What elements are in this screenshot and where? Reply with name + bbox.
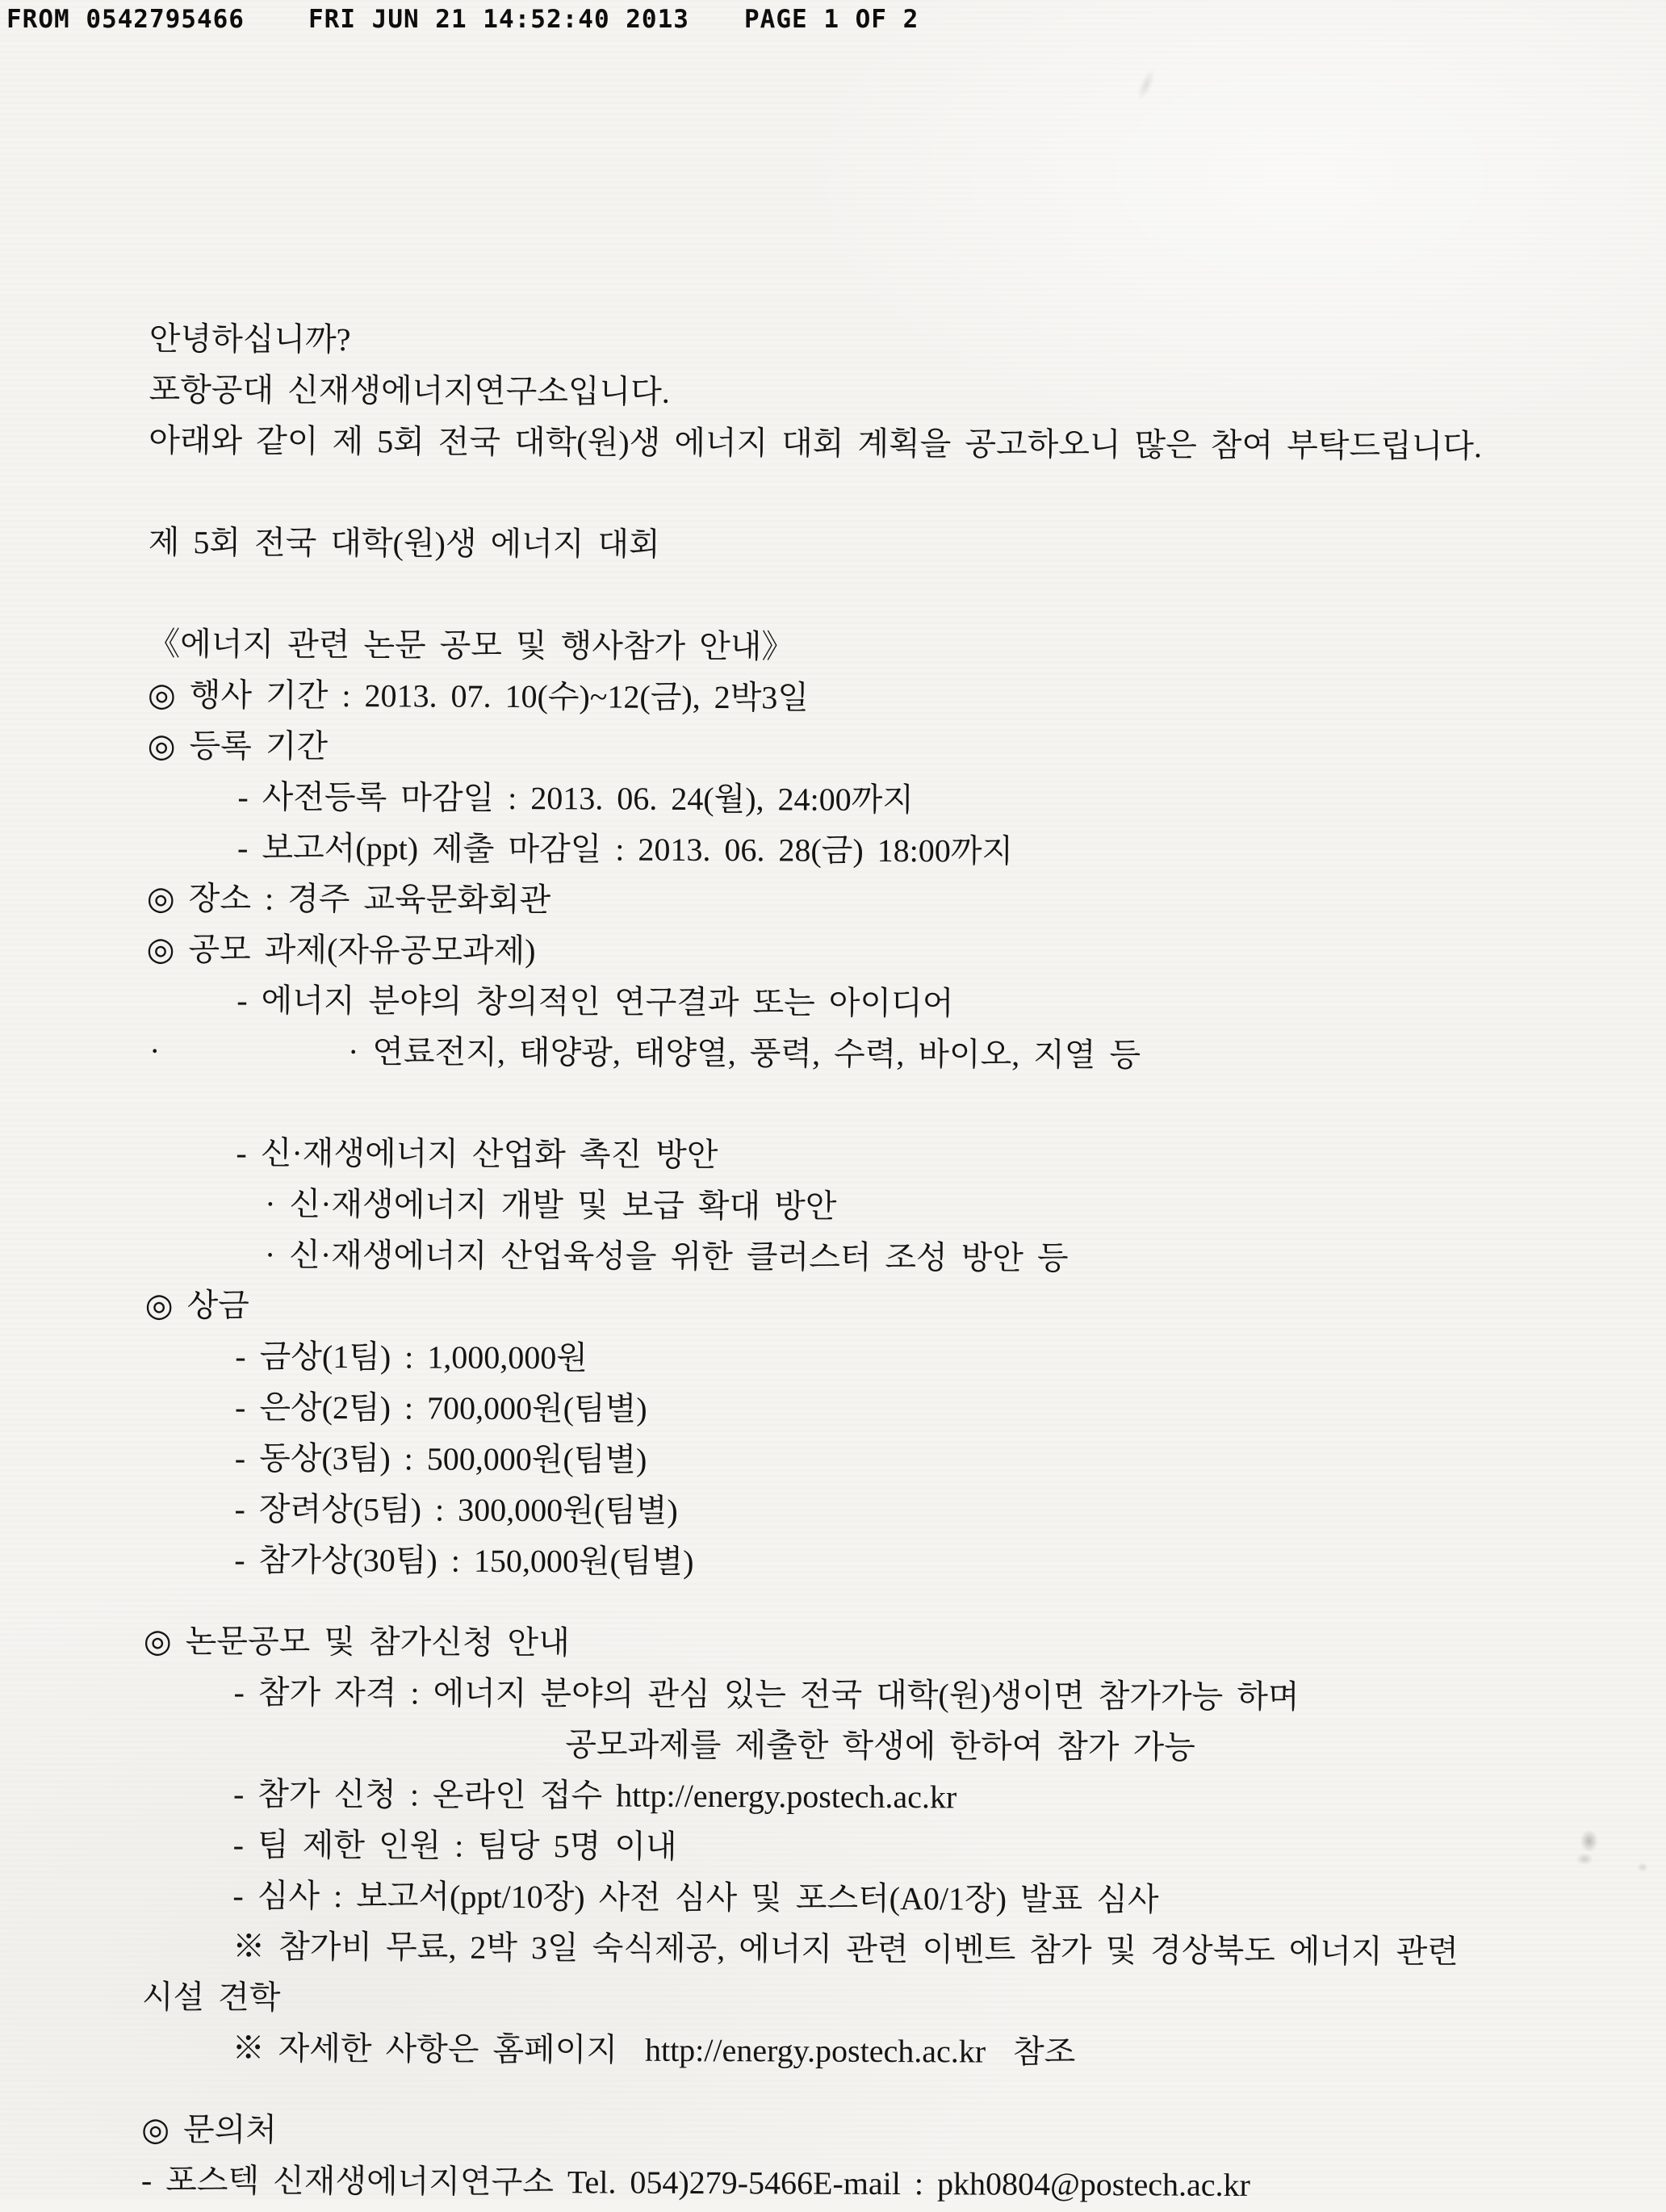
doc-line-text: · 신·재생에너지 개발 및 보급 확대 방안 bbox=[265, 1185, 837, 1225]
doc-line bbox=[142, 1921, 1641, 1978]
fax-header bbox=[0, 5, 1666, 40]
doc-line bbox=[144, 1381, 1643, 1439]
doc-line bbox=[145, 1127, 1644, 1184]
doc-line-text: - 참가 자격 : 에너지 분야의 관심 있는 전국 대학(원)생이면 참가가능 하며 bbox=[233, 1674, 1300, 1716]
doc-line bbox=[148, 618, 1647, 676]
doc-line bbox=[145, 1280, 1644, 1337]
doc-line bbox=[146, 1025, 1645, 1083]
doc-line-text: · 연료전지, 태양광, 태양열, 풍력, 수력, 바이오, 지열 등 bbox=[347, 1033, 1141, 1074]
fax-datetime: FRI JUN 21 14:52:40 2013 bbox=[308, 5, 689, 34]
doc-line bbox=[147, 771, 1646, 828]
doc-line bbox=[146, 974, 1645, 1032]
doc-line bbox=[147, 873, 1646, 930]
doc-line bbox=[141, 2155, 1640, 2212]
doc-line-text: 아래와 같이 제 5회 전국 대학(원)생 에너지 대회 계획을 공고하오니 많은 참여 부탁드립니다. bbox=[149, 421, 1483, 465]
doc-line bbox=[149, 415, 1647, 472]
doc-line-text: 제 5회 전국 대학(원)생 에너지 대회 bbox=[148, 523, 660, 563]
doc-line-text: - 은상(2팀) : 700,000원(팀별) bbox=[234, 1389, 647, 1427]
doc-line-text: ◎ 등록 기간 bbox=[147, 727, 329, 765]
doc-line-text: - 보고서(ppt) 제출 마감일 : 2013. 06. 28(금) 18:00까지 bbox=[237, 829, 1014, 869]
doc-line-text: ◎ 상금 bbox=[144, 1286, 249, 1324]
doc-line-text: - 장려상(5팀) : 300,000원(팀별) bbox=[234, 1490, 678, 1529]
doc-line-text: 포항공대 신재생에너지연구소입니다. bbox=[149, 371, 670, 410]
scan-streak-artifact bbox=[1112, 49, 1180, 121]
doc-line-text: 시설 견학 bbox=[141, 1978, 281, 2016]
doc-line-text: 안녕하십니까? bbox=[149, 320, 351, 358]
doc-line bbox=[145, 1178, 1644, 1235]
doc-line-text: - 심사 : 보고서(ppt/10장) 사전 심사 및 포스터(A0/1장) 발표 심사 bbox=[232, 1877, 1159, 1918]
doc-line-text: - 에너지 분야의 창의적인 연구결과 또는 아이디어 bbox=[237, 982, 954, 1022]
doc-line-text: - 금상(1팀) : 1,000,000원 bbox=[235, 1338, 588, 1376]
doc-line-text: 공모과제를 제출한 학생에 한하여 참가 가능 bbox=[565, 1726, 1195, 1766]
fax-page-count: PAGE 1 OF 2 bbox=[744, 5, 919, 34]
doc-line bbox=[141, 2104, 1640, 2161]
doc-line bbox=[143, 1768, 1642, 1825]
doc-line-text: ◎ 문의처 bbox=[141, 2110, 278, 2148]
doc-line bbox=[144, 1432, 1643, 1489]
doc-line-text: - 사전등록 마감일 : 2013. 06. 24(월), 24:00까지 bbox=[237, 778, 915, 819]
document-body bbox=[141, 313, 1648, 2212]
doc-line-text: 《에너지 관련 논문 공모 및 행사참가 안내》 bbox=[148, 625, 794, 665]
doc-line-text: - 참가상(30팀) : 150,000원(팀별) bbox=[234, 1541, 694, 1580]
doc-line bbox=[145, 1229, 1644, 1286]
doc-line bbox=[143, 1819, 1642, 1876]
doc-line bbox=[144, 1330, 1643, 1388]
doc-line-text: ◎ 공모 과제(자유공모과제) bbox=[146, 930, 536, 970]
doc-line-text: ◎ 논문공모 및 참가신청 안내 bbox=[143, 1622, 570, 1661]
doc-line bbox=[143, 1717, 1642, 1774]
doc-line bbox=[143, 1666, 1642, 1724]
doc-line bbox=[148, 720, 1647, 777]
doc-line bbox=[144, 1615, 1643, 1673]
doc-line-text: - 동상(3팀) : 500,000원(팀별) bbox=[234, 1439, 647, 1478]
doc-line-text: · 신·재생에너지 산업육성을 위한 클러스터 조성 방안 등 bbox=[264, 1236, 1069, 1276]
doc-line bbox=[149, 364, 1647, 421]
doc-line-text: ※ 참가비 무료, 2박 3일 숙식제공, 에너지 관련 이벤트 참가 및 경상북도 에너지 관련 bbox=[232, 1928, 1459, 1971]
doc-line bbox=[144, 1483, 1643, 1540]
doc-line bbox=[148, 669, 1647, 727]
fax-from-number: FROM 0542795466 bbox=[6, 5, 245, 34]
doc-line-text: - 포스텍 신재생에너지연구소 Tel. 054)279-5466E-mail : pkh0804@postech.ac.kr bbox=[140, 2161, 1250, 2203]
doc-line bbox=[142, 1870, 1641, 1927]
doc-line bbox=[146, 924, 1645, 981]
doc-line bbox=[142, 1971, 1641, 2029]
doc-line bbox=[141, 2022, 1640, 2080]
stray-margin-dot: · bbox=[149, 1033, 161, 1070]
doc-line-text: - 팀 제한 인원 : 팀당 5명 이내 bbox=[232, 1826, 677, 1865]
doc-line-text: - 참가 신청 : 온라인 접수 http://energy.postech.ac.kr bbox=[232, 1775, 957, 1816]
doc-line bbox=[149, 517, 1647, 574]
doc-line-text: ※ 자세한 사항은 홈페이지 http://energy.postech.ac.kr 참조 bbox=[232, 2030, 1076, 2071]
doc-line bbox=[149, 313, 1648, 371]
doc-line bbox=[147, 822, 1646, 879]
doc-line-text: - 신·재생에너지 산업화 촉진 방안 bbox=[236, 1134, 718, 1174]
doc-line-text: ◎ 장소 : 경주 교육문화회관 bbox=[146, 879, 551, 919]
doc-line-text: ◎ 행사 기간 : 2013. 07. 10(수)~12(금), 2박3일 bbox=[147, 676, 810, 716]
doc-line bbox=[144, 1534, 1643, 1591]
